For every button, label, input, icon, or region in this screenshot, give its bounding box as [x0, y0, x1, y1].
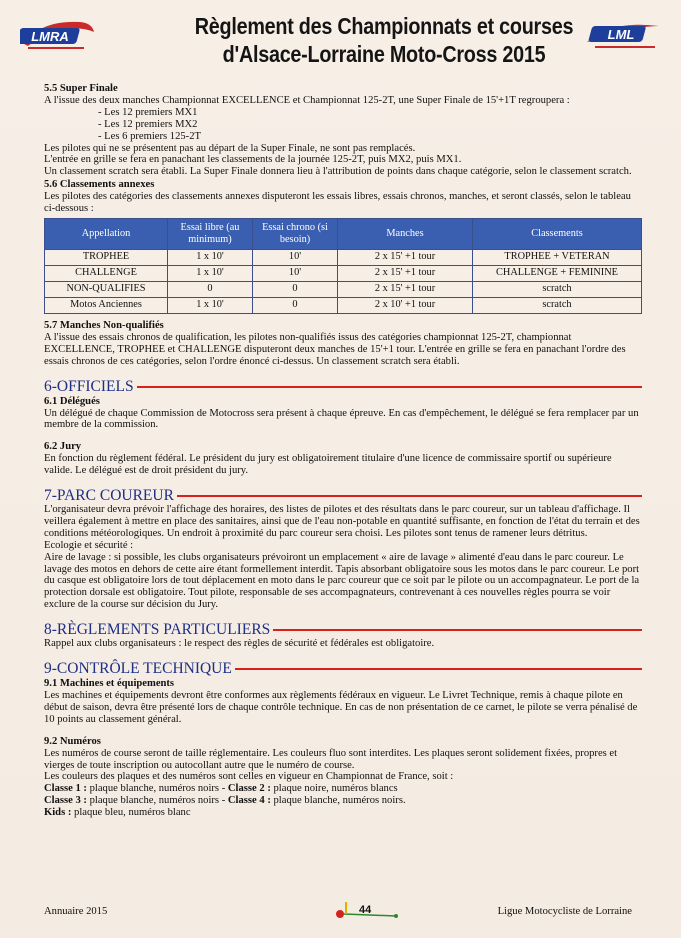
content [44, 82, 642, 819]
paragraph: A l'issue des essais chronos de qualification, les pilotes non-qualifiés issus des catégories championnat 125-2T, championnat EXCELLENCE, TROPHEE et CHALLENGE disputeront deux manches de 15'+1 tour. L'entrée en grille se fera en panachant l'ordre des essais chronos de ces catégories, selon l'ordre énoncé ci-dessus. Un classement scratch sera établi. [44, 331, 626, 367]
table-row [45, 265, 642, 281]
class-label: Kids : [44, 807, 72, 819]
lml-logo [581, 16, 663, 52]
heading-rule [273, 629, 642, 631]
col-header: Essai libre (au minimum) [168, 218, 253, 249]
list-item: - Les 12 premiers MX1 [98, 106, 198, 118]
table-cell: scratch [473, 281, 642, 297]
section-heading: 8-RÈGLEMENTS PARTICULIERS [44, 621, 271, 639]
classements-table [44, 218, 642, 314]
class-text: plaque blanche, numéros noirs. [270, 795, 406, 807]
paragraph: Les pilotes des catégories des classements annexes disputeront les essais libres, essais chronos, manches, et seront classés, selon le tableau ci-dessous : [44, 191, 631, 215]
table-cell: 1 x 10' [168, 297, 253, 313]
paragraph: En fonction du règlement fédéral. Le président du jury est obligatoirement titulaire d'une licence de commissaire sportif ou supérieure valide. Le délégué est de droit président du jury. [44, 453, 612, 477]
list-item: - Les 12 premiers MX2 [98, 118, 198, 130]
lml-logo-text: LML [607, 27, 635, 42]
class-label: Classe 2 : [227, 783, 271, 795]
table-cell: CHALLENGE [45, 265, 168, 281]
section-5-5-intro: A l'issue des deux manches Championnat EXCELLENCE et Championnat 125-2T, une Super Finale de 15'+1T regroupera : [44, 94, 570, 106]
paragraph: Les pilotes qui ne se présentent pas au départ de la Super Finale, ne sont pas remplacés. [44, 142, 416, 154]
table-row [45, 249, 642, 265]
title-line-2: d'Alsace-Lorraine Moto-Cross 2015 [222, 41, 546, 67]
section-heading: 6-OFFICIELS [44, 377, 134, 395]
page-header [31, 0, 641, 88]
table-row [45, 281, 642, 297]
class-line [44, 795, 642, 807]
section-6-heading [44, 378, 642, 395]
class-text: plaque blanche, numéros noirs - [86, 783, 228, 795]
section-heading: 9-CONTRÔLE TECHNIQUE [44, 660, 232, 678]
table-cell: 10' [253, 249, 338, 265]
col-header: Manches [338, 218, 473, 249]
paragraph: Un classement scratch sera établi. La Super Finale donnera lieu à l'attribution de points dans chaque catégorie, selon le classement scratch. [44, 166, 632, 178]
paragraph: L'organisateur devra prévoir l'affichage des horaires, des listes de pilotes et des résultats dans le parc coureur, sur un tableau d'affichage. Il veillera également à mettre en place des sanitaires, ainsi que de l'eau non-potable en quantité suffisante, en fonction de l'état du terrain et des conditions météorologiques. Un endroit à proximité du parc coureur sera choisi. Les pilotes sont tenus de ramener leurs détritus. [44, 504, 640, 539]
class-label: Classe 3 : [44, 795, 87, 807]
table-cell: 2 x 15' +1 tour [338, 281, 473, 297]
title-line-1: Règlement des Championnats et courses [194, 13, 574, 39]
section-9-2-title: 9.2 Numéros [44, 735, 101, 747]
section-5-5-title: 5.5 Super Finale [44, 83, 118, 94]
heading-rule [177, 495, 642, 497]
class-text: plaque blanche, numéros noirs - [86, 795, 228, 807]
table-cell: NON-QUALIFIES [45, 281, 168, 297]
table-cell: 0 [253, 281, 338, 297]
table-cell: 10' [253, 265, 338, 281]
col-header: Appellation [45, 218, 168, 249]
table-header-row [45, 218, 642, 249]
table-cell: TROPHEE [45, 249, 168, 265]
paragraph: Un délégué de chaque Commission de Motocross sera présent à chaque épreuve. En cas d'empêchement, le délégué se fera remplacer par un membre de la commission. [44, 407, 639, 431]
lmra-logo-text: LMRA [31, 29, 69, 44]
class-line [44, 783, 642, 795]
table-cell: scratch [473, 297, 642, 313]
table-cell: 0 [253, 297, 338, 313]
class-text: plaque noire, numéros blancs [270, 783, 398, 795]
section-9-heading [44, 660, 642, 677]
section-9-1-title: 9.1 Machines et équipements [44, 678, 175, 690]
footer-annuaire: Annuaire 2015 [44, 906, 108, 917]
class-text: plaque bleu, numéros blanc [71, 807, 191, 819]
heading-rule [235, 668, 642, 670]
section-6-1-title: 6.1 Délégués [44, 395, 100, 407]
paragraph: Rappel aux clubs organisateurs : le respect des règles de sécurité et fédérales est obligatoire. [44, 638, 435, 650]
table-cell: 2 x 10' +1 tour [338, 297, 473, 313]
page-number: 44 [359, 904, 372, 916]
class-label: Classe 1 : [44, 783, 87, 795]
table-cell: 2 x 15' +1 tour [338, 249, 473, 265]
paragraph: Aire de lavage : si possible, les clubs organisateurs prévoiront un emplacement « aire de lavage » alimenté d'eau dans le parc coureur. Le lavage des motos en dehors de cette aire étant formellement interdit. Tapis absorbant obligatoire sous les motos dans le parc coureur. Le port du casque est obligatoire lors de tout déplacement en moto dans le parc coureur que ce soit par le pilote ou un accompagnateur. Le port de la protection dorsale est obligatoire. Tout pilote, responsable de ses accompagnateurs, contrevenant à ces nouvelles règles pourra se voir exclure de la course sur décision du Jury. [44, 551, 640, 611]
table-cell: Motos Anciennes [45, 297, 168, 313]
table-cell: 1 x 10' [168, 249, 253, 265]
paragraph: Ecologie et sécurité : [44, 539, 134, 551]
class-line [44, 807, 642, 819]
table-cell: 0 [168, 281, 253, 297]
heading-rule [137, 386, 642, 388]
table-cell: CHALLENGE + FEMININE [473, 265, 642, 281]
lmra-logo [20, 14, 98, 54]
page-number-badge [314, 900, 414, 926]
col-header: Essai chrono (si besoin) [253, 218, 338, 249]
table-row [45, 297, 642, 313]
paragraph: Les numéros de course seront de taille réglementaire. Les couleurs fluo sont interdites. Les plaques seront solidement fixées, propres et vierges de toute inscription ou autocollant autre que le numéro de course. [44, 747, 618, 771]
section-7-heading [44, 487, 642, 504]
section-8-heading [44, 621, 642, 638]
paragraph: L'entrée en grille se fera en panachant les classements de la journée 125-2T, puis MX2, puis MX1. [44, 154, 462, 166]
list-item: - Les 6 premiers 125-2T [98, 130, 201, 142]
table-cell: 2 x 15' +1 tour [338, 265, 473, 281]
section-heading: 7-PARC COUREUR [44, 487, 174, 505]
class-label: Classe 4 : [227, 795, 271, 807]
section-6-2-title: 6.2 Jury [44, 441, 82, 453]
table-cell: TROPHEE + VETERAN [473, 249, 642, 265]
col-header: Classements [473, 218, 642, 249]
section-5-7-title: 5.7 Manches Non-qualifiés [44, 319, 164, 331]
page-title [186, 12, 582, 68]
section-5-6-title: 5.6 Classements annexes [44, 179, 155, 191]
paragraph: Les machines et équipements devront être conformes aux règlements fédéraux en vigueur. Le Livret Technique, remis à chaque pilote en début de saison, devra être présenté lors de chaque contrôle technique. En cas de non présentation de ce carnet, le pilote se verra pénalisé de 10 points au classement général. [44, 690, 638, 725]
super-finale-list [98, 107, 642, 143]
paragraph: Les couleurs des plaques et des numéros sont celles en vigueur en Championnat de France, soit : [44, 771, 454, 783]
table-cell: 1 x 10' [168, 265, 253, 281]
footer-ligue: Ligue Motocycliste de Lorraine [497, 906, 632, 917]
